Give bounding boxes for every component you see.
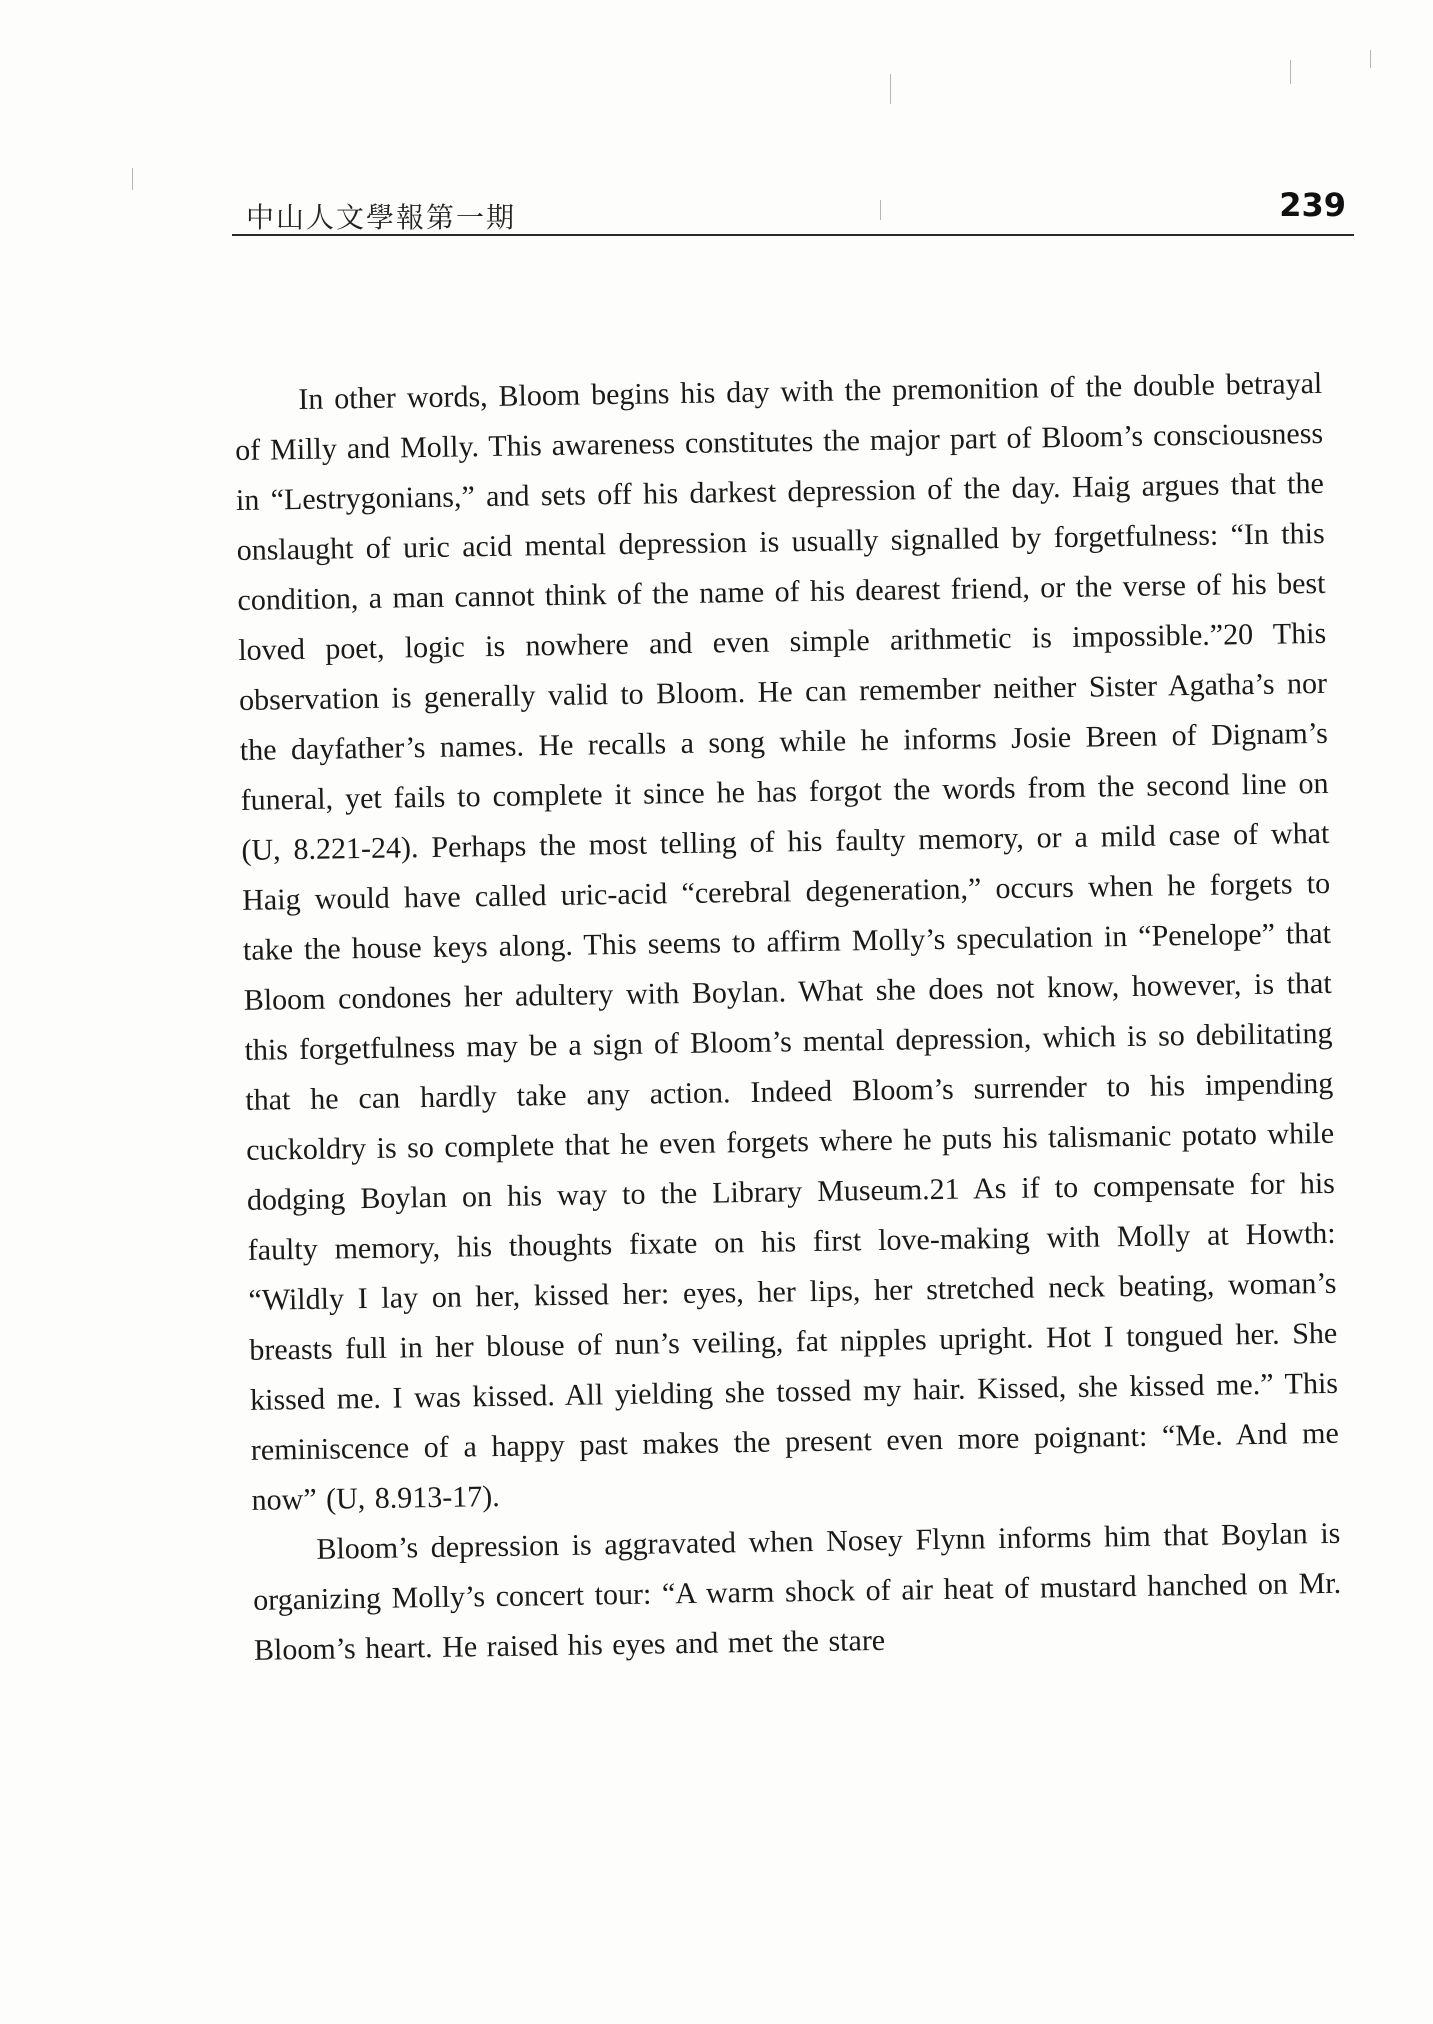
paragraph: In other words, Bloom begins his day with the premonition of the double betrayal of Milly and Molly. This awareness constitutes the major part of Bloom’s consciousness in “Lestrygonians,” and sets off his darkest depression of the day. Haig argues that the onslaught of uric acid mental depression is usually signalled by forgetfulness: “In this condition, a man cannot think of the name of his dearest friend, or the verse of his best loved poet, logic is nowhere and even simple arithmetic is impossible.”20 This observation is generally valid to Bloom. He can remember neither Sister Agatha’s nor the dayfather’s names. He recalls a song while he informs Josie Breen of Dignam’s funeral, yet fails to complete it since he has forgot the words from the second line on (U, 8.221-24). Perhaps the most telling of his faulty memory, or a mild case of what Haig would have called uric-acid “cerebral degeneration,” occurs when he forgets to take the house keys along. This seems to affirm Molly’s speculation in “Penelope” that Bloom condones her adultery with Boylan. What she does not know, however, is that this forgetfulness may be a sign of Bloom’s mental depression, which is so debilitating that he can hardly take any action. Indeed Bloom’s surrender to his impending cuckoldry is so complete that he even forgets where he puts his talismanic potato while dodging Boylan on his way to the Library Museum.21 As if to compensate for his faulty memory, his thoughts fixate on his first love-making with Molly at Howth: “Wildly I lay on her, kissed her: eyes, her lips, her stretched neck beating, woman’s breasts full in her blouse of nun’s veiling, fat nipples upright. Hot I tongued her. She kissed me. I was kissed. All yielding she tossed my hair. Kissed, she kissed me.” This reminiscence of a happy past makes the present even more poignant: “Me. And me now” (U, 8.913-17).: [234, 366, 1340, 1517]
page-number: 239: [1279, 186, 1346, 224]
scan-artifact: [1370, 50, 1371, 68]
scan-artifact: [132, 168, 133, 190]
scan-artifact: [1290, 60, 1291, 84]
journal-title: 中山人文學報第一期: [246, 201, 517, 234]
running-head: [232, 186, 1354, 236]
paragraph: Bloom’s depression is aggravated when Nosey Flynn informs him that Boylan is organizing Molly’s concert tour: “A warm shock of air heat of mustard hanched on Mr. Bloom’s heart. He raised his eyes and met the stare: [252, 1516, 1342, 1667]
body-text: [234, 359, 1342, 1676]
scan-artifact: [890, 74, 891, 104]
header-rule: [232, 234, 1354, 236]
